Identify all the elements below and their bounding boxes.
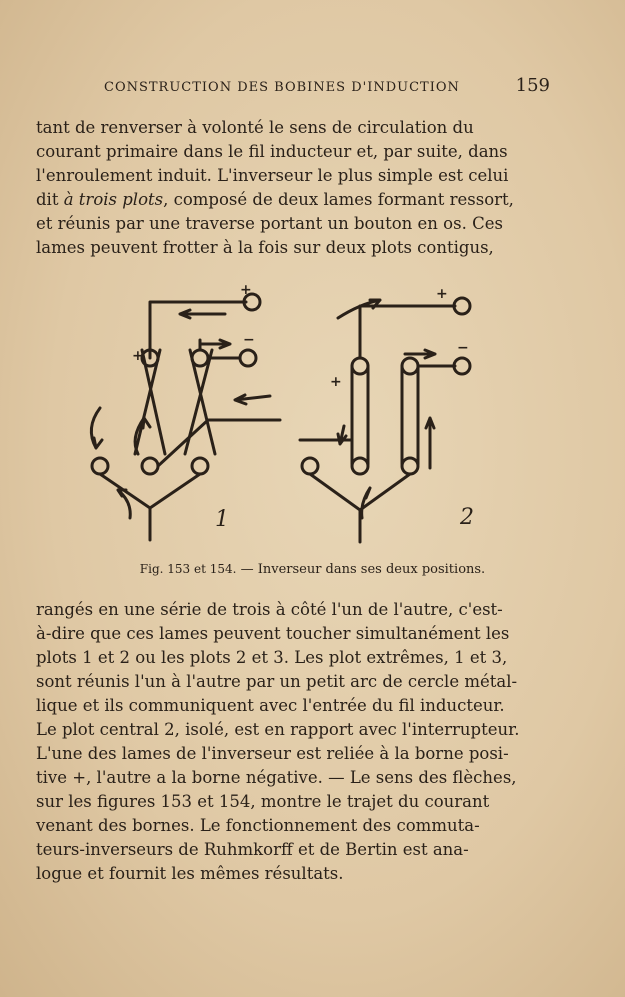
caption-number: Fig. 153 et 154. <box>139 562 237 576</box>
text-line: venant des bornes. Le fonctionnement des commuta- <box>36 816 480 835</box>
terminal-minus <box>240 350 256 366</box>
plot-c <box>402 458 418 474</box>
inverter-figure <box>60 278 510 548</box>
plot-a <box>92 458 108 474</box>
plus-label: + <box>240 282 252 298</box>
figure-153 <box>91 294 280 540</box>
text-line: logue et fournit les mêmes résultats. <box>36 864 344 883</box>
text-line: rangés en une série de trois à côté l'un de l'autre, c'est- <box>36 600 503 619</box>
text-line: tive +, l'autre a la borne négative. — Le sens des flèches, <box>36 768 517 787</box>
running-title: CONSTRUCTION DES BOBINES D'INDUCTION <box>104 80 460 95</box>
figure-number-1: 1 <box>215 507 229 532</box>
text-line: lames peuvent frotter à la fois sur deux plots contigus, <box>36 238 494 257</box>
minus-label: − <box>243 332 255 348</box>
plus-label: + <box>436 286 448 302</box>
paragraph-top <box>36 116 548 260</box>
paragraph-bottom <box>36 598 548 886</box>
caption-text: — Inverseur dans ses deux positions. <box>236 562 486 577</box>
plot-b <box>352 458 368 474</box>
blade-2 <box>402 366 418 464</box>
plus-label: + <box>330 374 342 390</box>
fork <box>310 474 410 510</box>
text-line: sur les figures 153 et 154, montre le trajet du courant <box>36 792 490 811</box>
plot-b <box>142 458 158 474</box>
text-line: teurs-inverseurs de Ruhmkorff et de Bertin est ana- <box>36 840 469 859</box>
blade-1 <box>352 366 368 464</box>
text-line: et réunis par une traverse portant un bouton en os. Ces <box>36 214 503 233</box>
page-number: 159 <box>515 75 550 96</box>
text-line: sont réunis l'un à l'autre par un petit arc de cercle métal- <box>36 672 518 691</box>
plot-a <box>302 458 318 474</box>
text-line: courant primaire dans le fil inducteur et, par suite, dans <box>36 142 508 161</box>
plus-label: + <box>132 348 144 364</box>
text-line: lique et ils communiquent avec l'entrée du fil inducteur. <box>36 696 505 715</box>
text-line: plots 1 et 2 ou les plots 2 et 3. Les plot extrêmes, 1 et 3, <box>36 648 508 667</box>
text-line: Le plot central 2, isolé, est en rapport avec l'interrupteur. <box>36 720 520 739</box>
plot-1 <box>352 358 368 374</box>
fork <box>100 474 200 508</box>
text-line: à-dire que ces lames peuvent toucher simultanément les <box>36 624 510 643</box>
figure-caption <box>0 562 625 577</box>
minus-label: − <box>457 340 469 356</box>
text-line-with-emphasis: dit à trois plots, composé de deux lames formant ressort, <box>36 190 514 209</box>
wire-top <box>360 306 455 358</box>
plot-2 <box>402 358 418 374</box>
text-line: L'une des lames de l'inverseur est reliée à la borne posi- <box>36 744 509 763</box>
figure-number-2: 2 <box>460 505 474 530</box>
figure-154 <box>300 298 470 542</box>
wire-right <box>158 420 280 466</box>
text-line: l'enroulement induit. L'inverseur le plus simple est celui <box>36 166 509 185</box>
text-line: tant de renverser à volonté le sens de circulation du <box>36 118 474 137</box>
plot-c <box>192 458 208 474</box>
